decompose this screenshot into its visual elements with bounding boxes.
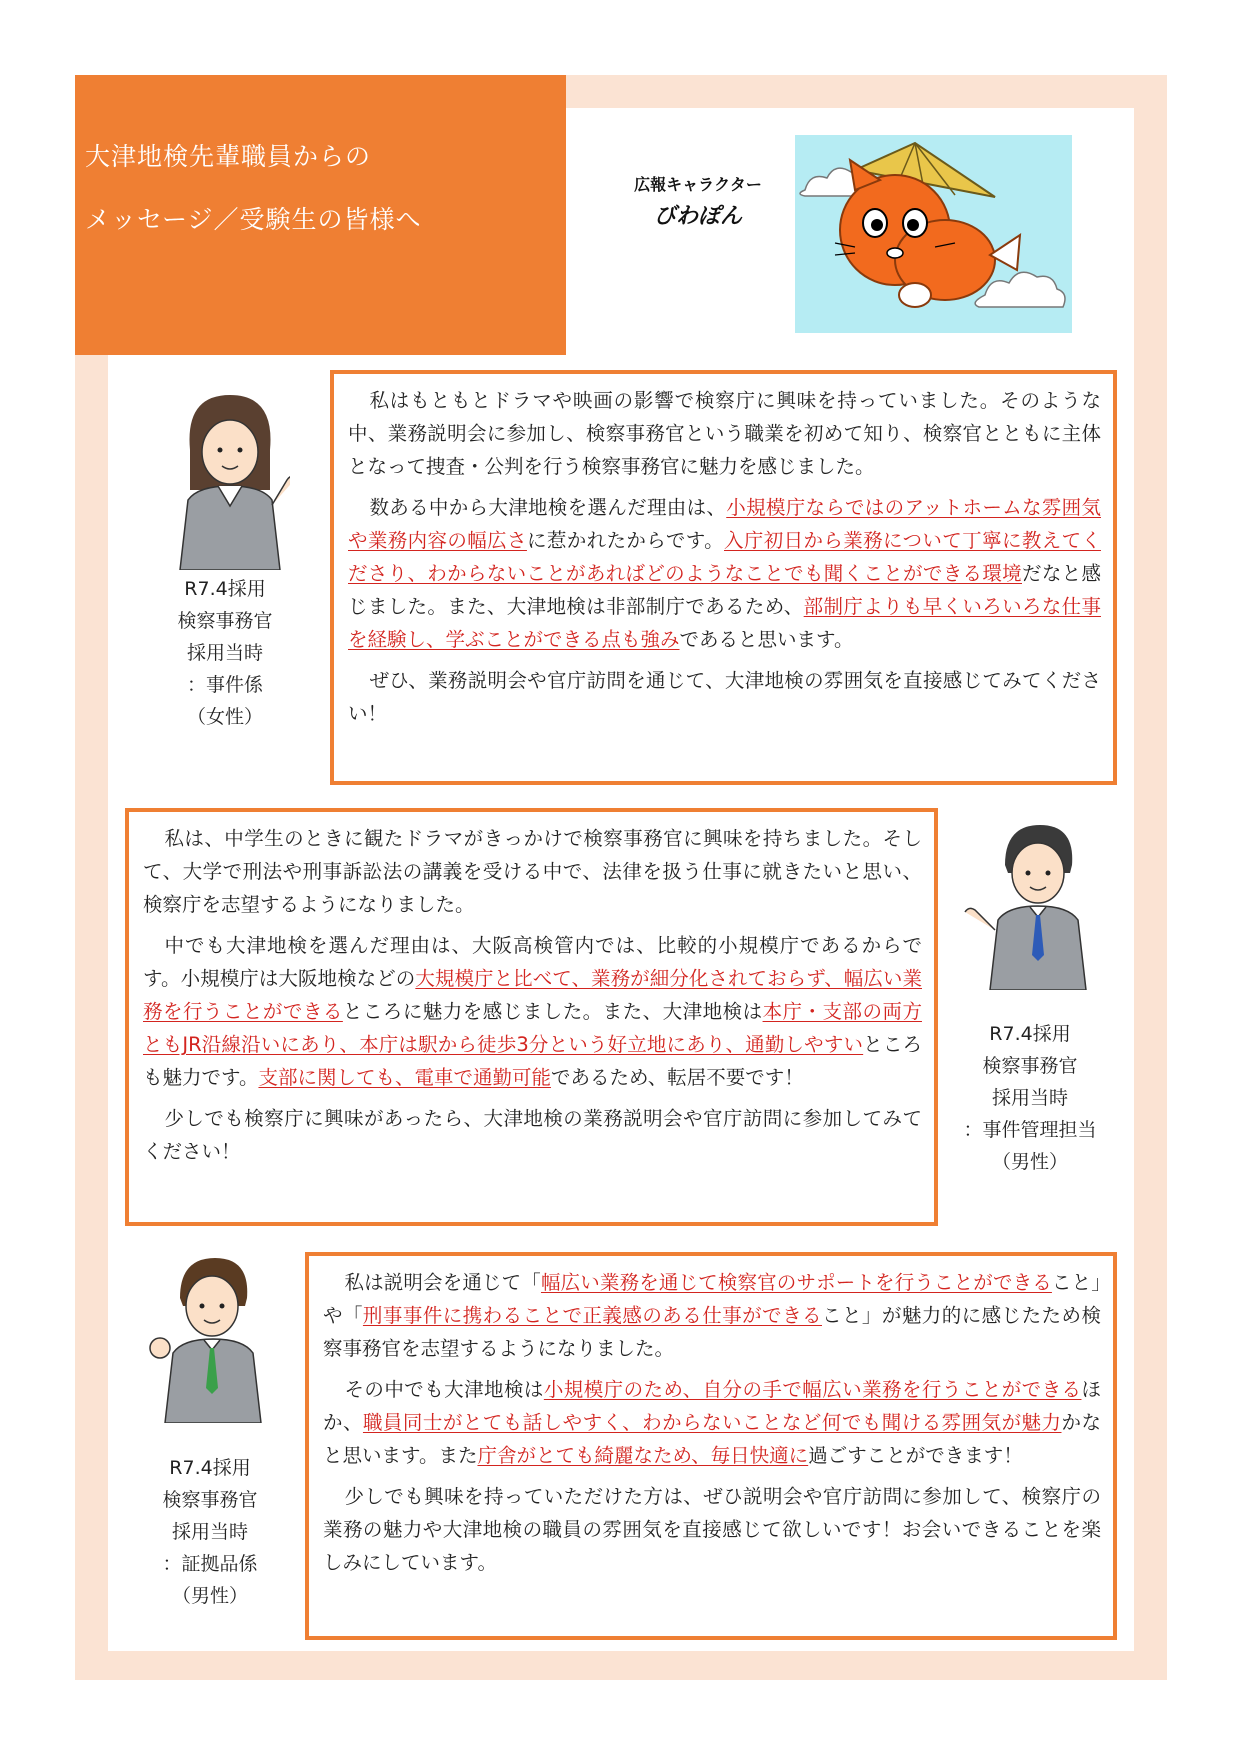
body-text: 私は、中学生のときに観たドラマがきっかけで検察事務官に興味を持ちました。そして、大学で刑法や刑事訴訟法の講義を受ける中で、法律を扱う仕事に就きたいと思い、検察庁を志望するようになりました。 bbox=[143, 827, 922, 916]
caption-line: 採用当時 bbox=[186, 642, 263, 664]
caption-line: R7.4採用 bbox=[169, 1457, 251, 1479]
highlighted-text: 庁舎がとても綺麗なため、毎日快適に bbox=[477, 1444, 809, 1467]
mascot-name: びわぽん bbox=[653, 204, 742, 229]
body-text: であるため、転居不要です！ bbox=[550, 1066, 804, 1089]
message-paragraph bbox=[323, 1373, 1101, 1472]
body-text: であると思います。 bbox=[679, 628, 854, 651]
body-text: ぜひ、業務説明会や官庁訪問を通じて、大津地検の雰囲気を直接感じてみてください！ bbox=[348, 669, 1101, 725]
message-box-3 bbox=[305, 1252, 1117, 1640]
mascot-caption: 広報キャラクター bbox=[634, 175, 762, 194]
body-text: 私はもともとドラマや映画の影響で検察庁に興味を持っていました。そのような中、業務説明会に参加し、検察事務官という職業を初めて知り、検察官とともに主体となって捜査・公判を行う検察事務官に魅力を感じました。 bbox=[348, 389, 1101, 478]
caption-line: R7.4採用 bbox=[184, 578, 266, 600]
body-text: 少しでも興味を持っていただけた方は、ぜひ説明会や官庁訪問に参加して、検察庁の業務の魅力や大津地検の職員の雰囲気を直接感じて欲しいです！お会いできることを楽しみにしています。 bbox=[323, 1485, 1101, 1574]
highlighted-text: 部制庁よりも早くいろいろな仕事を経験し、学ぶことができる点も強み bbox=[348, 595, 1101, 651]
page-title-line2: メッセージ／受験生の皆様へ bbox=[85, 205, 422, 234]
body-text: ほか、 bbox=[323, 1378, 1101, 1434]
caption-line: （男性） bbox=[171, 1585, 248, 1607]
mascot-label bbox=[628, 172, 768, 230]
highlighted-text: 大規模庁と比べて、業務が細分化されておらず、幅広い業務を行うことができる bbox=[143, 967, 922, 1023]
caption-line: 検察事務官 bbox=[177, 610, 273, 632]
message-paragraph bbox=[348, 664, 1101, 730]
body-text: だなと感じました。また、大津地検は非部制庁であるため、 bbox=[348, 562, 1101, 618]
caption-line: （男性） bbox=[991, 1151, 1068, 1173]
highlighted-text: 職員同士がとても話しやすく、わからないことなど何でも聞ける雰囲気が魅力 bbox=[362, 1411, 1062, 1434]
caption-line: 採用当時 bbox=[991, 1087, 1068, 1109]
body-text: 少しでも検察庁に興味があったら、大津地検の業務説明会や官庁訪問に参加してみてください！ bbox=[143, 1107, 922, 1163]
highlighted-text: 幅広い業務を通じて検察官のサポートを行うことができる bbox=[540, 1271, 1052, 1294]
message-paragraph bbox=[348, 491, 1101, 656]
caption-line: 採用当時 bbox=[171, 1521, 248, 1543]
message-paragraph bbox=[143, 1102, 922, 1168]
message-paragraph bbox=[143, 822, 922, 921]
staff-caption-2 bbox=[945, 1018, 1115, 1178]
caption-line: 検察事務官 bbox=[982, 1055, 1078, 1077]
caption-line: （女性） bbox=[186, 706, 263, 728]
body-text: こと」や「 bbox=[323, 1271, 1101, 1327]
male-staff-illustration-1 bbox=[950, 815, 1100, 990]
message-paragraph bbox=[323, 1266, 1101, 1365]
highlighted-text: 支部に関しても、電車で通勤可能 bbox=[258, 1066, 551, 1089]
page-title-line1: 大津地検先輩職員からの bbox=[85, 142, 372, 171]
male-staff-illustration-2 bbox=[140, 1248, 280, 1423]
highlighted-text: 小規模庁のため、自分の手で幅広い業務を行うことができる bbox=[543, 1378, 1082, 1401]
caption-line: ：事件管理担当 bbox=[963, 1119, 1097, 1141]
body-text: その中でも大津地検は bbox=[344, 1378, 544, 1401]
highlighted-text: 本庁・支部の両方ともJR沿線沿いにあり、本庁は駅から徒歩3分という好立地にあり、通勤しやすい bbox=[143, 1000, 922, 1056]
message-paragraph bbox=[323, 1480, 1101, 1579]
body-text: ところに魅力を感じました。また、大津地検は bbox=[342, 1000, 763, 1023]
message-box-1 bbox=[330, 370, 1117, 785]
caption-line: ：事件係 bbox=[186, 674, 263, 696]
body-text: 中でも大津地検を選んだ理由は、大阪高検管内では、比較的小規模庁であるからです。小規模庁は大阪地検などの bbox=[143, 934, 922, 990]
message-box-2 bbox=[125, 808, 938, 1226]
title-box bbox=[75, 75, 566, 355]
female-staff-illustration bbox=[160, 390, 290, 570]
body-text: こと」が魅力的に感じたため検察事務官を志望するようになりました。 bbox=[323, 1304, 1101, 1360]
staff-caption-1 bbox=[155, 573, 295, 733]
body-text: 数ある中から大津地検を選んだ理由は、 bbox=[369, 496, 727, 519]
caption-line: 検察事務官 bbox=[162, 1489, 258, 1511]
mascot-illustration bbox=[795, 135, 1072, 333]
staff-caption-3 bbox=[140, 1452, 280, 1612]
highlighted-text: 入庁初日から業務について丁寧に教えてくださり、わからないことがあればどのようなことでも聞くことができる環境 bbox=[348, 529, 1101, 585]
body-text: かなと思います。また bbox=[323, 1411, 1101, 1467]
message-paragraph bbox=[143, 929, 922, 1094]
caption-line: ：証拠品係 bbox=[162, 1553, 258, 1575]
body-text: 私は説明会を通じて「 bbox=[344, 1271, 541, 1294]
message-paragraph bbox=[348, 384, 1101, 483]
body-text: 過ごすことができます！ bbox=[808, 1444, 1023, 1467]
caption-line: R7.4採用 bbox=[989, 1023, 1071, 1045]
body-text: に惹かれたからです。 bbox=[526, 529, 724, 552]
highlighted-text: 小規模庁ならではのアットホームな雰囲気や業務内容の幅広さ bbox=[348, 496, 1101, 552]
body-text: ところも魅力です。 bbox=[143, 1033, 922, 1089]
highlighted-text: 刑事事件に携わることで正義感のある仕事ができる bbox=[362, 1304, 822, 1327]
